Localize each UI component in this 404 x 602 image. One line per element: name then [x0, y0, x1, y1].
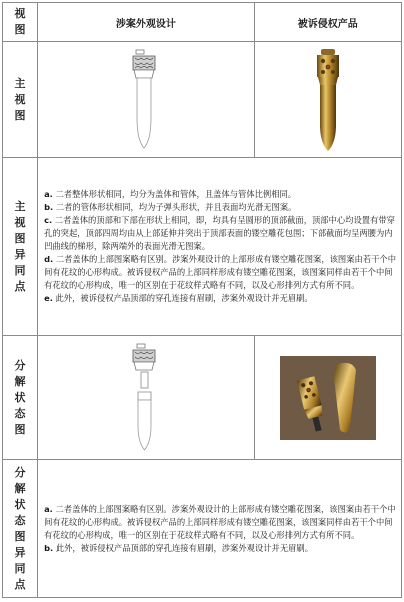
item-marker: b.: [44, 202, 54, 212]
label-char: 点: [14, 577, 26, 591]
diff-item: [44, 188, 396, 201]
label-char: 主: [14, 76, 26, 90]
main-diff-text: [38, 158, 402, 336]
design-exploded-view-cell: [38, 336, 255, 460]
label-char: 异: [14, 545, 26, 559]
label-char: 视: [14, 215, 26, 229]
header-design: 涉案外观设计: [38, 3, 255, 42]
label-char: 图: [14, 422, 26, 436]
diff-item: [44, 503, 396, 542]
item-text: 二者整体形状相同，均分为盖体和管体，且盖体与管体比例相同。: [55, 189, 297, 199]
main-diff-label: [3, 158, 38, 336]
design-main-view-cell: [38, 42, 255, 158]
item-marker: d.: [44, 254, 54, 264]
product-exploded-view-photo: [280, 356, 376, 440]
item-marker: b.: [44, 542, 54, 553]
label-char: 同: [14, 561, 26, 575]
header-view-char: 图: [14, 23, 26, 36]
exploded-view-row: [3, 336, 402, 460]
diff-item: [44, 253, 396, 292]
label-char: 分: [14, 358, 26, 372]
header-view-char: 视: [14, 7, 26, 20]
item-text: 二者盖体的顶部和下部在形状上相同，即，均具有呈圆形的顶部截面，顶部中心均设置有带穿孔的突起，顶部四周均由从上部延伸并突出于顶部表面的镂空雕花包围；下部截面均呈两腰为内凹曲线的梯形，除两端外的表面光滑无图案。: [44, 215, 395, 251]
label-char: 图: [14, 108, 26, 122]
item-marker: e.: [44, 293, 53, 303]
label-char: 视: [14, 92, 26, 106]
item-text: 二者盖体的上部图案略有区别。涉案外观设计的上部形成有镂空雕花图案，该图案由若干个中间有花纹的心形构成。被诉侵权产品的上部同样形成有镂空雕花图案，该图案同样由若干个中间有花纹的心形构成，唯一的区别在于花纹样式略有不同，以及心形排列方式有所不同。: [44, 254, 396, 290]
comparison-table: [2, 2, 402, 598]
item-text: 二者的管体形状相同，均为子弹头形状，并且表面均光滑无图案。: [55, 202, 297, 212]
product-main-view-cell: [254, 42, 401, 158]
main-diff-row: [3, 158, 402, 336]
header-row: [3, 3, 402, 42]
header-product: 被诉侵权产品: [254, 3, 401, 42]
exploded-diff-text: [38, 460, 402, 598]
label-char: 点: [14, 279, 26, 293]
main-view-row: [3, 42, 402, 158]
item-text: 此外，被诉侵权产品顶部的穿孔连接有眉刷，涉案外观设计并无眉刷。: [55, 293, 313, 303]
design-main-view-drawing: [126, 48, 166, 152]
label-char: 状: [14, 390, 26, 404]
label-char: 状: [14, 497, 26, 511]
header-view-cell: [3, 3, 38, 42]
label-char: 分: [14, 465, 26, 479]
diff-item: [44, 214, 396, 253]
label-char: 图: [14, 231, 26, 245]
design-exploded-view-drawing: [124, 342, 168, 454]
label-char: 态: [14, 513, 26, 527]
label-char: 主: [14, 199, 26, 213]
exploded-diff-row: [3, 460, 402, 598]
exploded-diff-label: [3, 460, 38, 598]
exploded-view-label: [3, 336, 38, 460]
diff-item: [44, 292, 396, 305]
item-marker: a.: [44, 189, 53, 199]
diff-item: [44, 201, 396, 214]
item-marker: c.: [44, 215, 53, 225]
label-char: 态: [14, 406, 26, 420]
label-char: 异: [14, 247, 26, 261]
label-char: 同: [14, 263, 26, 277]
item-marker: a.: [44, 503, 53, 514]
label-char: 解: [14, 481, 26, 495]
diff-item: [44, 542, 396, 555]
item-text: 此外，被诉侵权产品顶部的穿孔连接有眉刷，涉案外观设计并无眉刷。: [55, 542, 314, 553]
product-main-view-photo: [308, 47, 348, 153]
item-text: 二者盖体的上部图案略有区别。涉案外观设计的上部形成有镂空雕花图案，该图案由若干个中间有花纹的心形构成。被诉侵权产品的上部同样形成有镂空雕花图案，该图案同样由若干个中间有花纹的心形构成，唯一的区别在于花纹样式略有不同，以及心形排列方式有所不同。: [44, 503, 396, 540]
main-view-label: [3, 42, 38, 158]
label-char: 解: [14, 374, 26, 388]
label-char: 图: [14, 529, 26, 543]
product-exploded-view-cell: [254, 336, 401, 460]
